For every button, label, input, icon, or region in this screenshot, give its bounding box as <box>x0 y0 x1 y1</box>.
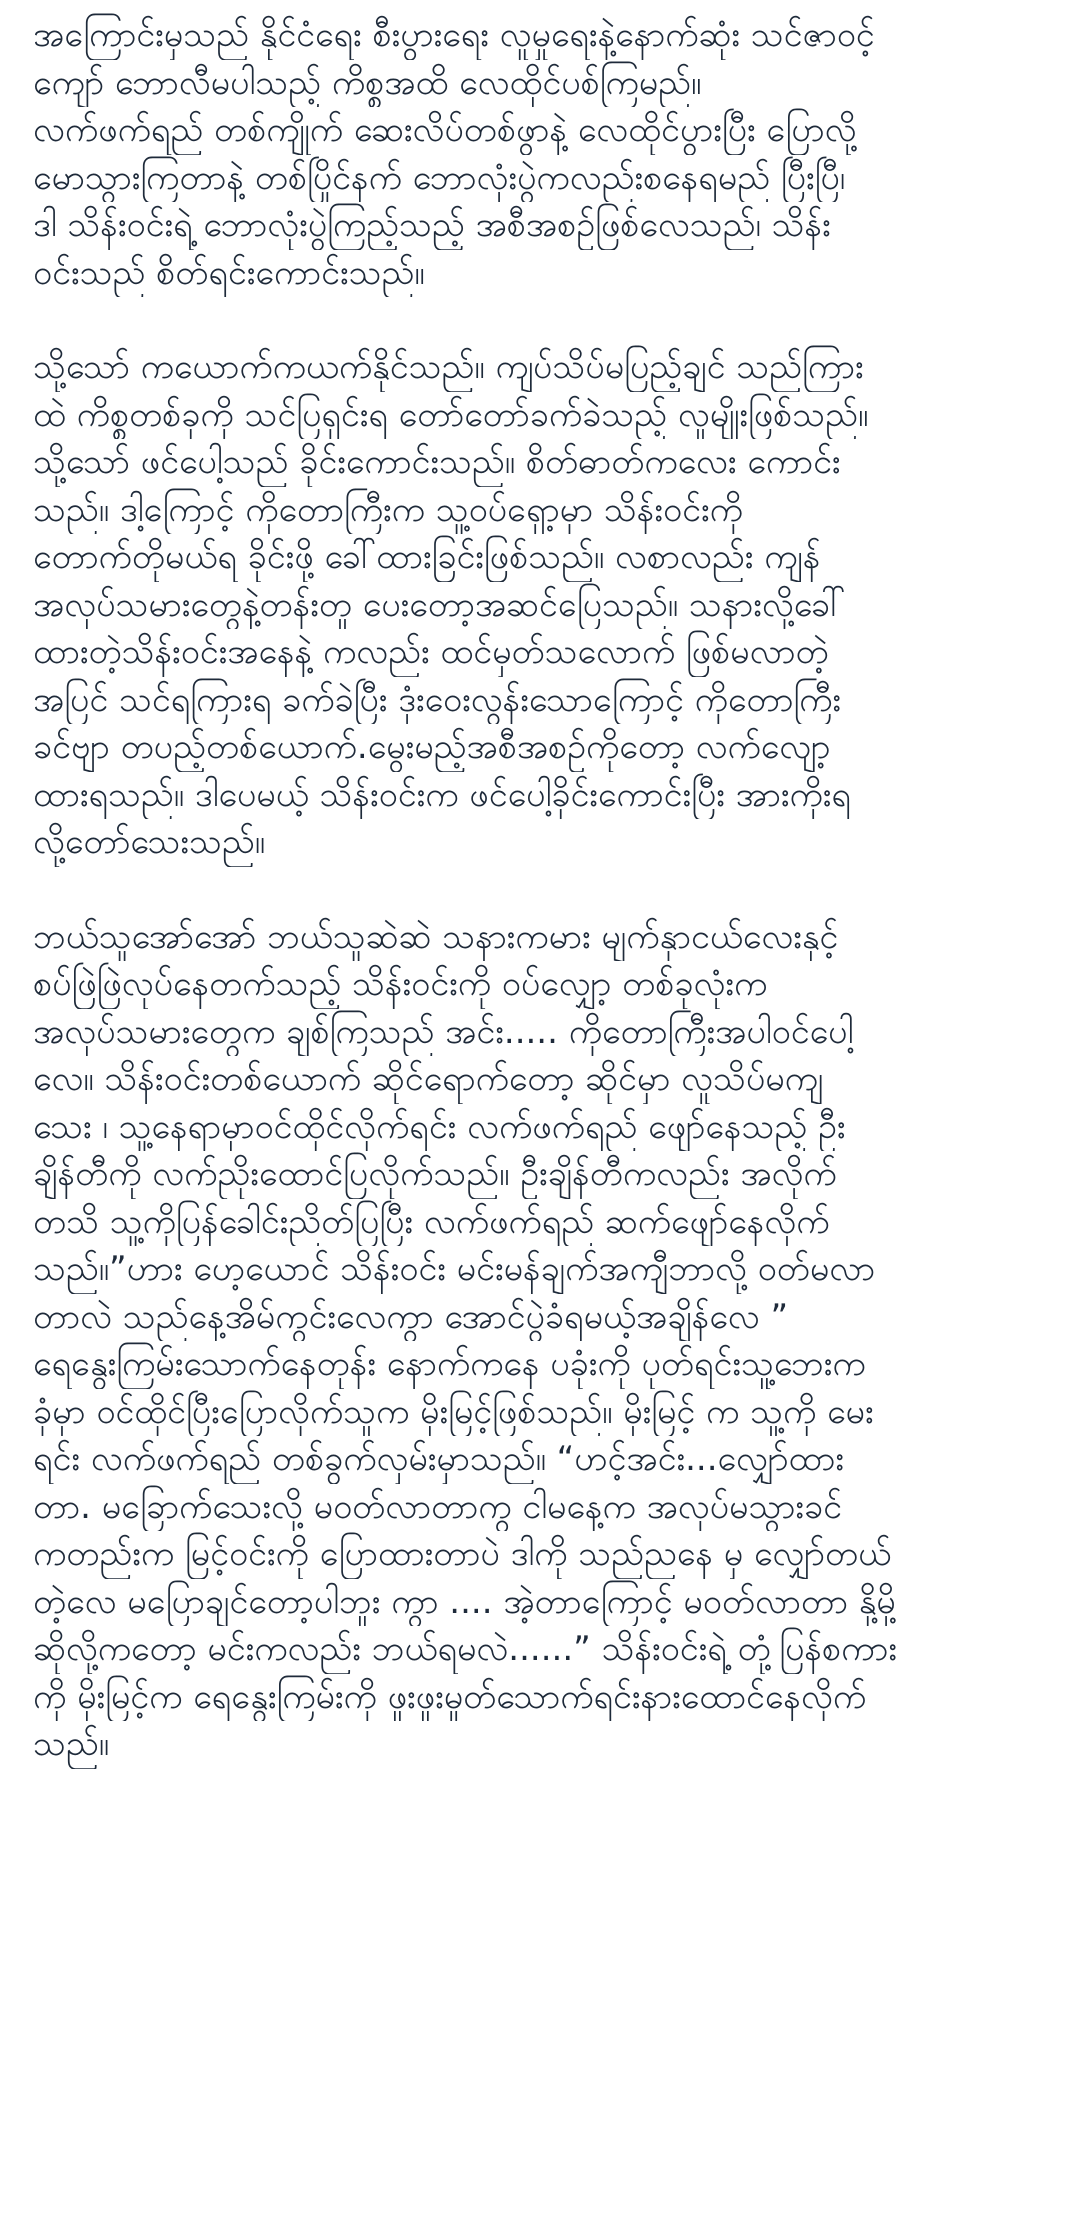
text-line: ဝင်းသည် စိတ်ရင်းကောင်းသည်။ <box>33 252 425 293</box>
text-line: ခင်ဗျာ တပည့်တစ်ယောက်.မွေးမည့်အစီအစဉ်ကိုတော့ လက်လျော့ <box>33 727 831 767</box>
text-line: ရေနွေးကြမ်းသောက်နေတုန်း နောက်ကနေ ပခုံးကို ပုတ်ရင်းသူ့ဘေးက <box>33 1344 866 1384</box>
text-line: ဘယ်သူအော်အော် ဘယ်သူဆဲဆဲ သနားကမား မျက်နှာငယ်လေးနှင့် <box>33 916 839 957</box>
paragraph <box>33 914 1047 1769</box>
text-line: ထဲ ကိစ္စတစ်ခုကို သင်ပြရှင်းရ တော်တော်ခက်ခဲသည့် လူမျိုးဖြစ်သည်။ <box>33 394 869 435</box>
text-line: ချိန်တီကို လက်ညိုးထောင်ပြလိုက်သည်။ ဦးချိန်တီကလည်း အလိုက် <box>33 1154 837 1194</box>
text-line: သေး ၊ သူ့နေရာမှာဝင်ထိုင်လိုက်ရင်း လက်ဖက်ရည် ဖျော်နေသည့် ဦး <box>33 1106 846 1147</box>
text-line: တသိ သူ့ကိုပြန်ခေါင်းညိတ်ပြပြီး လက်ဖက်ရည် ဆက်ဖျော်နေလိုက် <box>33 1201 830 1242</box>
text-line: မောသွားကြတာနဲ့ တစ်ပြိုင်နက် ဘောလုံးပွဲကလည်းစနေရမည် ပြီးပြီ၊ <box>33 157 846 198</box>
text-line: လေ။ သိန်းဝင်းတစ်ယောက် ဆိုင်ရောက်တော့ ဆိုင်မှာ လူသိပ်မကျ <box>33 1059 824 1099</box>
text-line: သည်။ ဒါ့ကြောင့် ကိုတောကြီးက သူ့ဝပ်ရှော့မှာ သိန်းဝင်းကို <box>33 489 743 530</box>
text-line: ကျော် ဘောလီမပါသည့် ကိစ္စအထိ လေထိုင်ပစ်ကြမည်။ <box>33 62 702 103</box>
text-line: လက်ဖက်ရည် တစ်ကျိုက် ဆေးလိပ်တစ်ဖွာနဲ့ လေထိုင်ပွားပြီး ပြောလို့ <box>33 110 857 150</box>
text-line: အပြင် သင်ရကြားရ ခက်ခဲပြီး ဒုံးဝေးလွန်းသောကြောင့် ကိုတောကြီး <box>33 679 842 720</box>
text-line: ဆိုလို့ကတော့ မင်းကလည်း ဘယ်ရမလဲ......” သိန်းဝင်းရဲ့ တုံ့ပြန်စကား <box>33 1629 897 1669</box>
text-line: စပ်ဖြဲဖြဲလုပ်နေတက်သည့် သိန်းဝင်းကို ဝပ်လျှော့ တစ်ခုလုံးက <box>33 964 768 1004</box>
text-line: သို့သော် ဖင်ပေါ့သည် ခိုင်းကောင်းသည်။ စိတ်ဓာတ်ကလေး ကောင်း <box>33 442 841 482</box>
text-line: လို့တော်သေးသည်။ <box>33 822 266 862</box>
text-line: ထားတဲ့သိန်းဝင်းအနေနဲ့ ကလည်း ထင်မှတ်သလောက် ဖြစ်မလာတဲ့ <box>33 632 829 672</box>
text-line: တဲ့လေ မပြောချင်တော့ပါဘူး ကွာ .... အဲ့တာကြောင့် မဝတ်လာတာ နို့မို့ <box>33 1581 896 1622</box>
paragraph <box>33 344 1047 867</box>
text-line: သည်။”ဟား ဟေ့ယောင် သိန်းဝင်း မင်းမန်ချက်အကျီဘာလို့ ဝတ်မလာ <box>33 1249 876 1289</box>
text-line: ခုံမှာ ဝင်ထိုင်ပြီးပြောလိုက်သူက မိုးမြင့်ဖြစ်သည်။ မိုးမြင့် က သူ့ကို မေး <box>33 1391 874 1432</box>
text-line: ဒါ သိန်းဝင်းရဲ့ ဘောလုံးပွဲကြည့်သည့် အစီအစဉ်ဖြစ်လေသည်၊ သိန်း <box>33 205 831 245</box>
text-line: ကတည်းက မြင့်ဝင်းကို ပြောထားတာပဲ ဒါကို သည်ညနေ မှ လျှော်တယ် <box>33 1534 892 1574</box>
text-line: သည်။ <box>33 1724 110 1764</box>
text-line: အလုပ်သမားတွေက ချစ်ကြသည် အင်း..... ကိုတောကြီးအပါဝင်ပေါ့ <box>33 1011 854 1052</box>
text-line: တာလဲ သည်နေ့အိမ်ကွင်းလေကွာ အောင်ပွဲခံရမယ့်အချိန်လေ ” <box>33 1296 789 1337</box>
text-line: ထားရသည်။ ဒါပေမယ့် သိန်းဝင်းက ဖင်ပေါ့ခိုင်းကောင်းပြီး အားကိုးရ <box>33 774 851 815</box>
text-line: ရင်း လက်ဖက်ရည် တစ်ခွက်လှမ်းမှာသည်။ “ဟင့်အင်း...လျှော်ထား <box>33 1439 845 1479</box>
text-line: ကို မိုးမြင့်က ရေနွေးကြမ်းကို ဖူးဖူးမှုတ်သောက်ရင်းနားထောင်နေလိုက် <box>33 1676 867 1717</box>
paragraph <box>33 12 1047 297</box>
text-line: တာ. မခြောက်သေးလို့ မဝတ်လာတာကွ ငါမနေ့က အလုပ်မသွားခင် <box>33 1486 842 1527</box>
article-body <box>33 12 1047 1769</box>
text-line: တောက်တိုမယ်ရ ခိုင်းဖို့ ခေါ်ထားခြင်းဖြစ်သည်။ လစာလည်း ကျန် <box>33 537 821 577</box>
text-line: သို့သော် ကယောက်ကယက်နိုင်သည်။ ကျပ်သိပ်မပြည့်ချင် သည်ကြား <box>33 347 864 387</box>
text-line: အကြောင်းမှသည် နိုင်ငံရေး စီးပွားရေး လူမှုရေးနဲ့နောက်ဆုံး သင်ဇာဝင့် <box>33 15 875 55</box>
text-line: အလုပ်သမားတွေနဲ့တန်းတူ ပေးတော့အဆင်ပြေသည်။ သနားလို့ခေါ် <box>33 584 846 625</box>
